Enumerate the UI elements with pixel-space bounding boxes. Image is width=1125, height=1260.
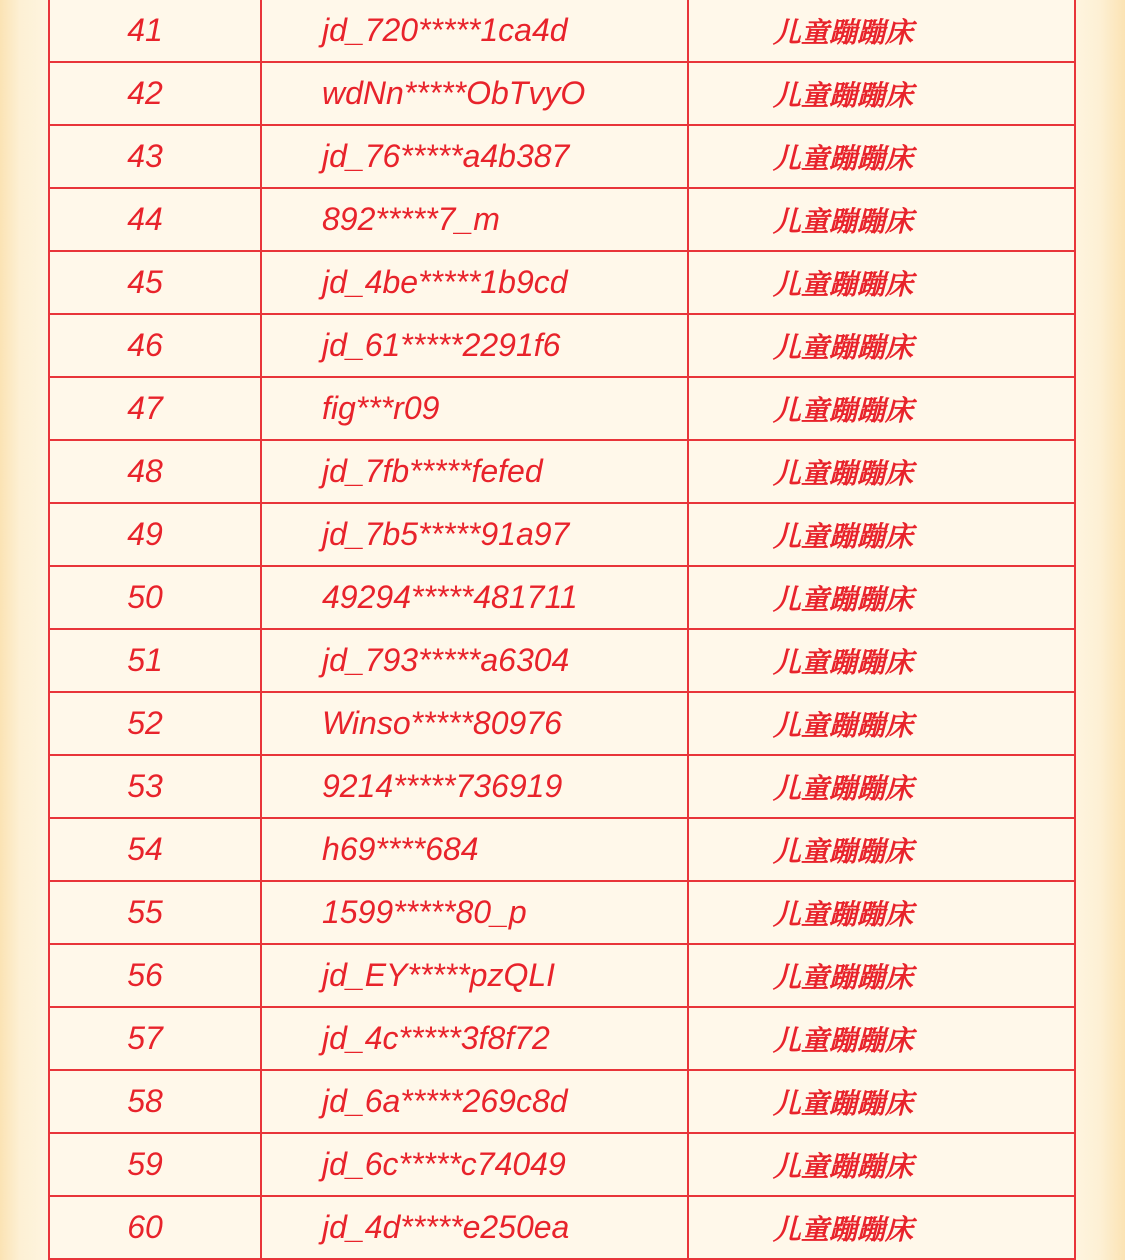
- username-cell: jd_6c*****c74049: [261, 1133, 688, 1196]
- rank-cell: 52: [49, 692, 261, 755]
- prize-cell: 儿童蹦蹦床: [688, 1007, 1075, 1070]
- table-row: [49, 755, 1075, 818]
- rank-cell: 53: [49, 755, 261, 818]
- table-row: [49, 314, 1075, 377]
- username-cell: fig***r09: [261, 377, 688, 440]
- table-row: [49, 692, 1075, 755]
- winners-table: [48, 0, 1076, 1260]
- prize-cell: 儿童蹦蹦床: [688, 944, 1075, 1007]
- prize-cell: 儿童蹦蹦床: [688, 125, 1075, 188]
- table-row: [49, 881, 1075, 944]
- table-row: [49, 566, 1075, 629]
- rank-cell: 45: [49, 251, 261, 314]
- rank-cell: 47: [49, 377, 261, 440]
- prize-cell: 儿童蹦蹦床: [688, 377, 1075, 440]
- prize-cell: 儿童蹦蹦床: [688, 755, 1075, 818]
- username-cell: jd_EY*****pzQLI: [261, 944, 688, 1007]
- table-row: [49, 1196, 1075, 1259]
- username-cell: jd_720*****1ca4d: [261, 0, 688, 62]
- rank-cell: 48: [49, 440, 261, 503]
- table-row: [49, 1007, 1075, 1070]
- table-row: [49, 818, 1075, 881]
- username-cell: jd_6a*****269c8d: [261, 1070, 688, 1133]
- prize-cell: 儿童蹦蹦床: [688, 503, 1075, 566]
- table-row: [49, 1070, 1075, 1133]
- rank-cell: 51: [49, 629, 261, 692]
- rank-cell: 42: [49, 62, 261, 125]
- rank-cell: 58: [49, 1070, 261, 1133]
- rank-cell: 56: [49, 944, 261, 1007]
- username-cell: 9214*****736919: [261, 755, 688, 818]
- prize-cell: 儿童蹦蹦床: [688, 1196, 1075, 1259]
- rank-cell: 44: [49, 188, 261, 251]
- table-row: [49, 1133, 1075, 1196]
- username-cell: jd_793*****a6304: [261, 629, 688, 692]
- prize-cell: 儿童蹦蹦床: [688, 629, 1075, 692]
- rank-cell: 60: [49, 1196, 261, 1259]
- rank-cell: 41: [49, 0, 261, 62]
- prize-cell: 儿童蹦蹦床: [688, 188, 1075, 251]
- table-row: [49, 377, 1075, 440]
- username-cell: h69****684: [261, 818, 688, 881]
- prize-cell: 儿童蹦蹦床: [688, 251, 1075, 314]
- table-row: [49, 944, 1075, 1007]
- prize-cell: 儿童蹦蹦床: [688, 62, 1075, 125]
- rank-cell: 43: [49, 125, 261, 188]
- username-cell: jd_76*****a4b387: [261, 125, 688, 188]
- username-cell: jd_4c*****3f8f72: [261, 1007, 688, 1070]
- username-cell: wdNn*****ObTvyO: [261, 62, 688, 125]
- rank-cell: 55: [49, 881, 261, 944]
- rank-cell: 54: [49, 818, 261, 881]
- username-cell: 892*****7_m: [261, 188, 688, 251]
- username-cell: Winso*****80976: [261, 692, 688, 755]
- username-cell: jd_4d*****e250ea: [261, 1196, 688, 1259]
- prize-cell: 儿童蹦蹦床: [688, 1133, 1075, 1196]
- prize-cell: 儿童蹦蹦床: [688, 818, 1075, 881]
- prize-cell: 儿童蹦蹦床: [688, 692, 1075, 755]
- rank-cell: 50: [49, 566, 261, 629]
- rank-cell: 59: [49, 1133, 261, 1196]
- prize-cell: 儿童蹦蹦床: [688, 314, 1075, 377]
- prize-cell: 儿童蹦蹦床: [688, 566, 1075, 629]
- table-row: [49, 251, 1075, 314]
- rank-cell: 57: [49, 1007, 261, 1070]
- prize-cell: 儿童蹦蹦床: [688, 440, 1075, 503]
- prize-cell: 儿童蹦蹦床: [688, 881, 1075, 944]
- username-cell: jd_7b5*****91a97: [261, 503, 688, 566]
- username-cell: 1599*****80_p: [261, 881, 688, 944]
- table-row: [49, 440, 1075, 503]
- table-row: [49, 188, 1075, 251]
- table-row: [49, 503, 1075, 566]
- username-cell: jd_4be*****1b9cd: [261, 251, 688, 314]
- rank-cell: 49: [49, 503, 261, 566]
- rank-cell: 46: [49, 314, 261, 377]
- username-cell: 49294*****481711: [261, 566, 688, 629]
- table-row: [49, 62, 1075, 125]
- winners-table-body: [49, 0, 1075, 1259]
- table-row: [49, 629, 1075, 692]
- table-row: [49, 125, 1075, 188]
- prize-cell: 儿童蹦蹦床: [688, 0, 1075, 62]
- username-cell: jd_61*****2291f6: [261, 314, 688, 377]
- table-row: [49, 0, 1075, 62]
- prize-cell: 儿童蹦蹦床: [688, 1070, 1075, 1133]
- username-cell: jd_7fb*****fefed: [261, 440, 688, 503]
